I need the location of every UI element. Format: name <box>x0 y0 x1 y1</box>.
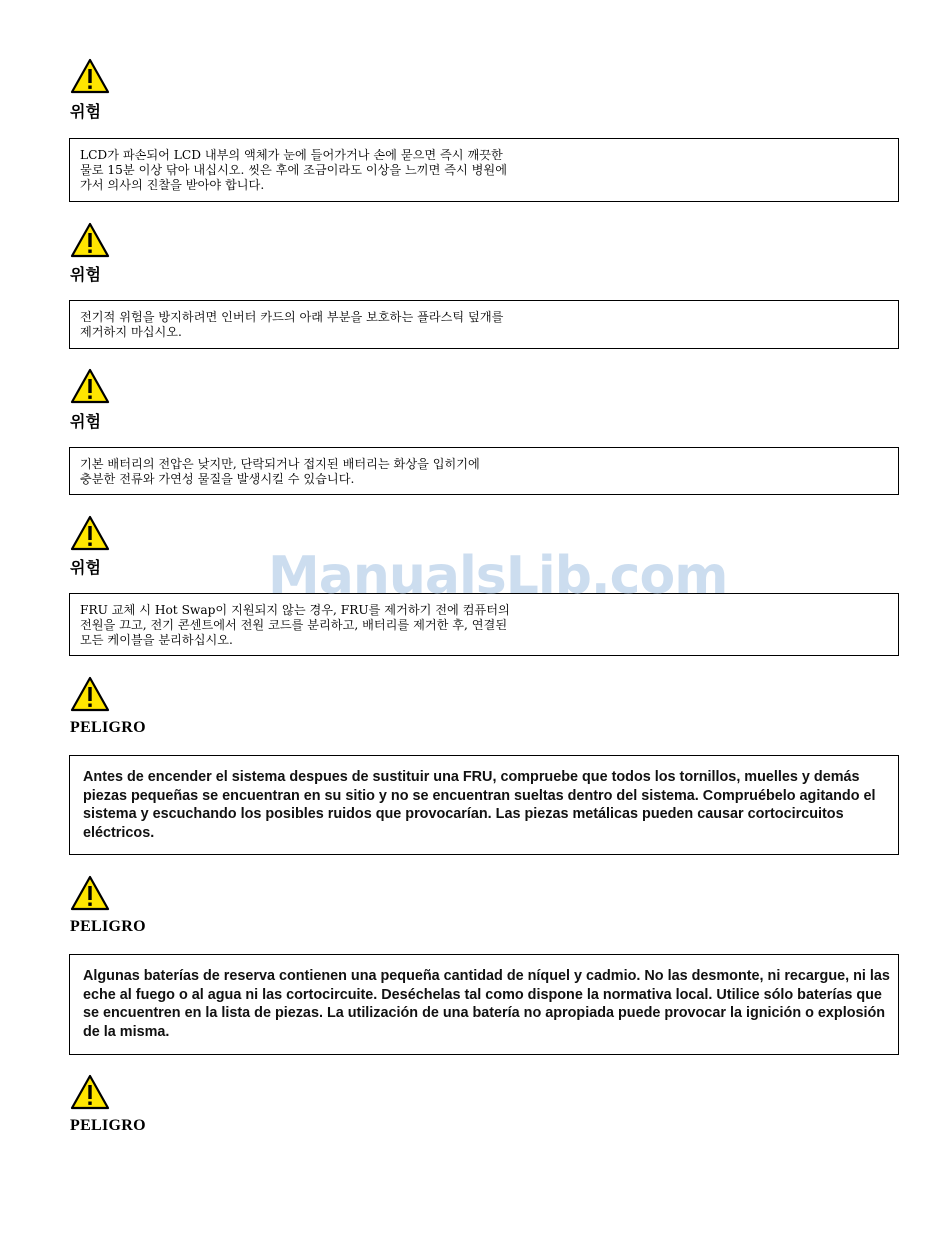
warning-notice-box <box>69 447 899 495</box>
danger-heading: PELIGRO <box>70 1117 146 1134</box>
warning-notice-box <box>69 138 899 202</box>
watermark: ManualsLib.com <box>268 546 728 606</box>
danger-heading: PELIGRO <box>70 719 146 736</box>
warning-triangle-icon <box>70 676 110 712</box>
danger-heading: 위험 <box>70 102 101 121</box>
warning-triangle-icon <box>70 58 110 94</box>
notice-text: Antes de encender el sistema despues de sustituir una FRU, compruebe que todos los tornillos, muelles y demás piezas pequeñas se encuentran en su sitio y no se encuentran sueltas dentro del sistema. Compruébelo agitando el sistema y escuchando los posibles ruidos que provocarían. Las piezas metálicas pueden causar cortocircuitos eléctricos. <box>83 769 876 842</box>
danger-heading: PELIGRO <box>70 918 146 935</box>
warning-notice-box <box>69 300 899 349</box>
notice-text: FRU 교체 시 Hot Swap이 지원되지 않는 경우, FRU를 제거하기 전에 컴퓨터의 전원을 끄고, 전기 콘센트에서 전원 코드를 분리하고, 배터리를 제거한 후, 연결된 모든 케이블을 분리하십시오. <box>80 603 510 647</box>
notice-text: 기본 배터리의 전압은 낮지만, 단락되거나 접지된 배터리는 화상을 입히기에 충분한 전류와 가연성 물질을 발생시킬 수 있습니다. <box>80 457 480 486</box>
danger-heading: 위험 <box>70 265 101 284</box>
notice-text: 전기적 위험을 방지하려면 인버터 카드의 아래 부분을 보호하는 플라스틱 덮개를 제거하지 마십시오. <box>80 310 504 339</box>
warning-triangle-icon <box>70 368 110 404</box>
warning-triangle-icon <box>70 222 110 258</box>
danger-heading: 위험 <box>70 558 101 577</box>
warning-triangle-icon <box>70 1074 110 1110</box>
warning-triangle-icon <box>70 875 110 911</box>
notice-text: LCD가 파손되어 LCD 내부의 액체가 눈에 들어가거나 손에 묻으면 즉시 깨끗한 물로 15분 이상 닦아 내십시오. 씻은 후에 조금이라도 이상을 느끼면 즉시 병원에 가서 의사의 진찰을 받아야 합니다. <box>80 148 507 192</box>
danger-heading: 위험 <box>70 412 101 431</box>
notice-text: Algunas baterías de reserva contienen una pequeña cantidad de níquel y cadmio. No las desmonte, ni recargue, ni las eche al fuego o al agua ni las cortocircuite. Deséchelas tal como dispone la normativa local. Utilice sólo baterías que se encuentren en la lista de piezas. La utilización de una batería no apropiada puede provocar la ignición o explosión de la misma. <box>83 968 890 1041</box>
warning-notice-box <box>69 755 899 855</box>
warning-triangle-icon <box>70 515 110 551</box>
warning-notice-box <box>69 954 899 1055</box>
